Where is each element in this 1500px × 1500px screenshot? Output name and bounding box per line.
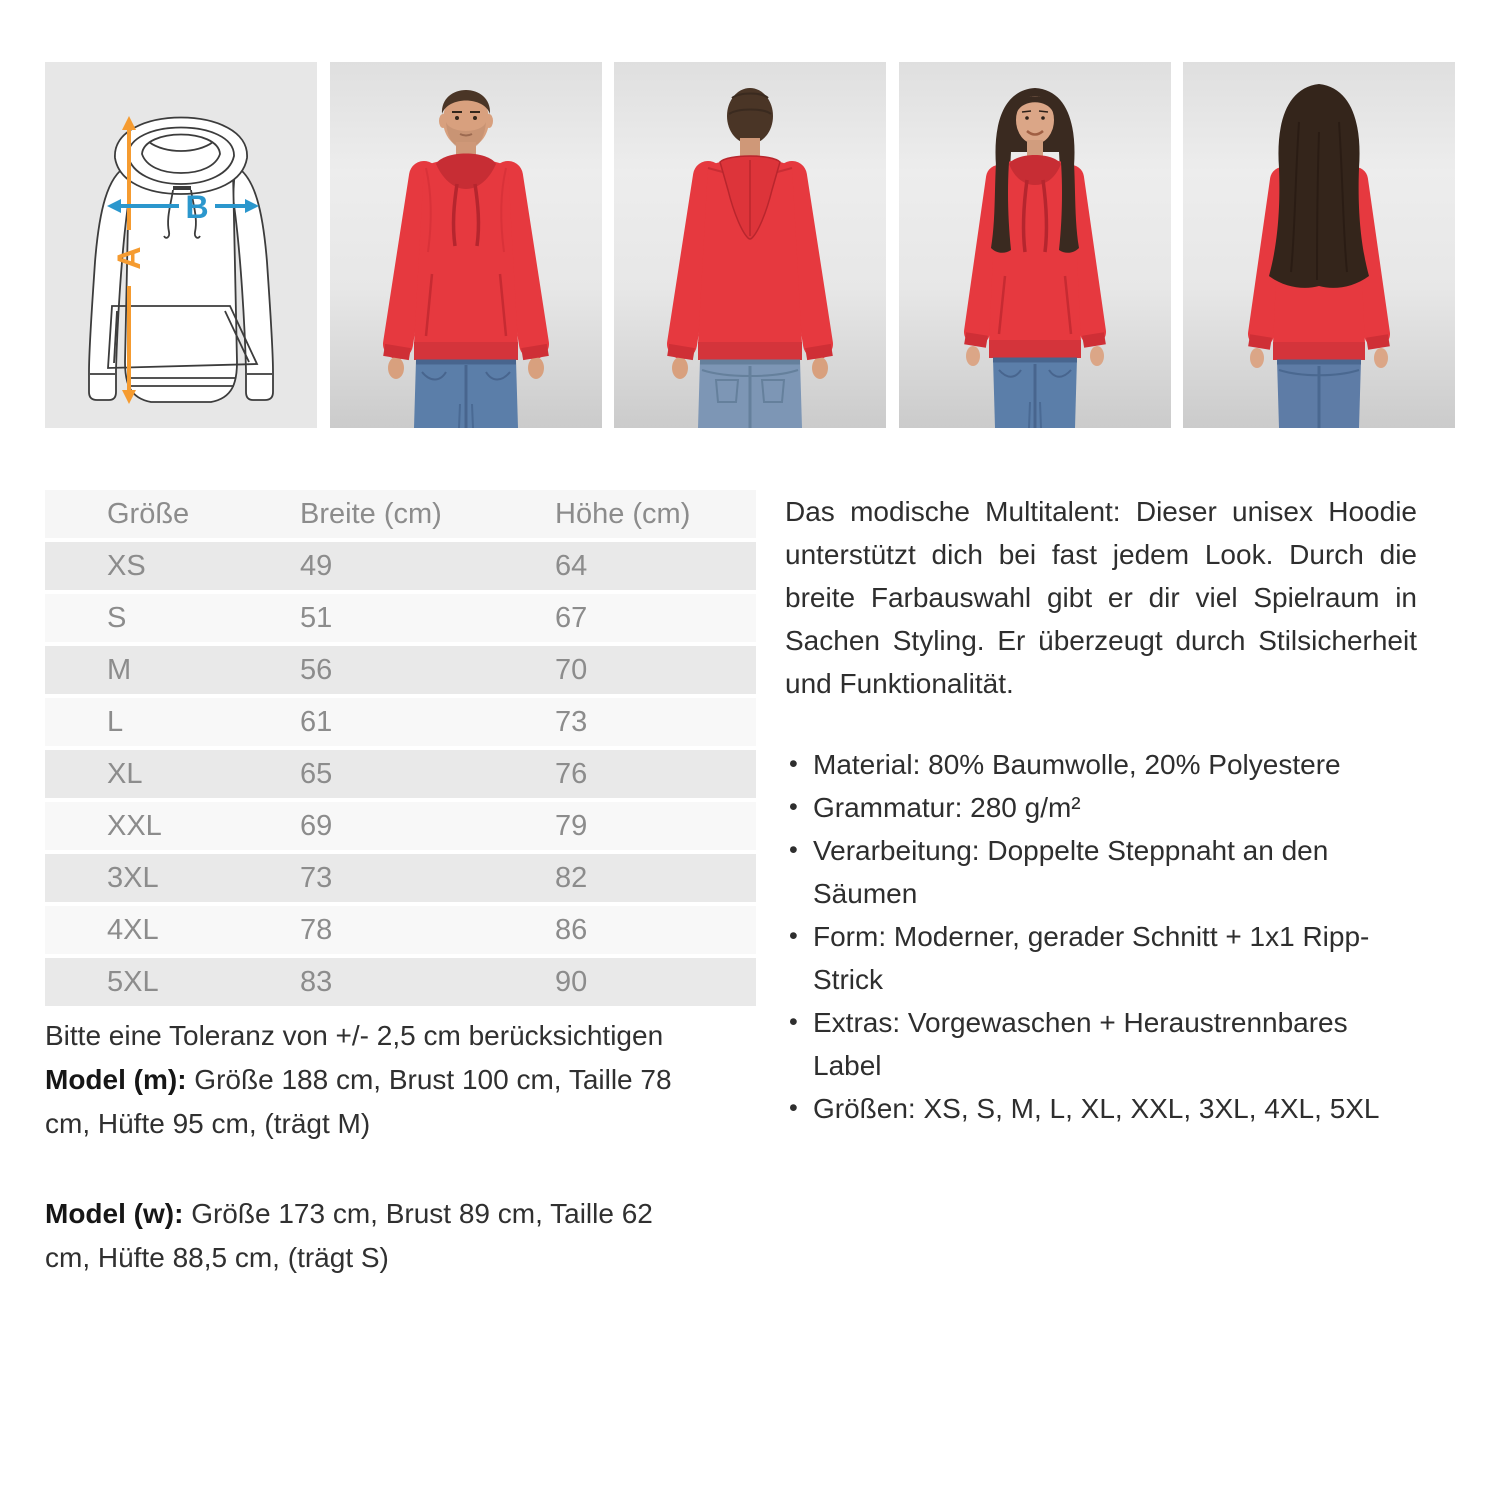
feature-grammatur: • Grammatur: 280 g/m² bbox=[785, 786, 1401, 829]
size-table-header bbox=[45, 490, 756, 538]
cell-hoehe: 64 bbox=[555, 549, 588, 582]
cell-hoehe: 90 bbox=[555, 965, 588, 998]
cell-hoehe: 79 bbox=[555, 809, 588, 842]
product-image-female-front[interactable] bbox=[899, 62, 1171, 428]
product-image-gallery bbox=[45, 62, 1455, 428]
product-image-female-back[interactable] bbox=[1183, 62, 1455, 428]
female-front-illustration bbox=[899, 62, 1171, 428]
cell-breite: 83 bbox=[300, 965, 333, 998]
size-table-row-3xl bbox=[45, 854, 756, 902]
model-m-label: Model (m): bbox=[45, 1064, 187, 1095]
cell-size: 4XL bbox=[107, 913, 159, 946]
size-table-row-4xl bbox=[45, 906, 756, 954]
hoodie-measurement-diagram bbox=[45, 62, 317, 428]
size-table bbox=[45, 490, 756, 1010]
cell-hoehe: 76 bbox=[555, 757, 588, 790]
cell-hoehe: 86 bbox=[555, 913, 588, 946]
size-table-row-xs bbox=[45, 542, 756, 590]
cell-hoehe: 67 bbox=[555, 601, 588, 634]
column-header-groesse: Größe bbox=[107, 497, 190, 530]
description-intro: Das modische Multitalent: Dieser unisex Hoodie unterstützt dich bei fast jedem Look. Durch die breite Farbauswahl gibt er dir viel Spielraum in Sachen Styling. Er überzeugt durch Stilsicherheit und Funktionalität. bbox=[785, 496, 1417, 699]
model-w-label: Model (w): bbox=[45, 1198, 184, 1229]
cell-breite: 61 bbox=[300, 705, 333, 738]
size-table-row-m bbox=[45, 646, 756, 694]
feature-extras: • Extras: Vorgewaschen + Heraustrennbares Label bbox=[785, 1001, 1401, 1087]
measurement-label-a: A bbox=[111, 246, 147, 270]
cell-size: 3XL bbox=[107, 861, 159, 894]
cell-breite: 49 bbox=[300, 549, 333, 582]
feature-material: • Material: 80% Baumwolle, 20% Polyestere bbox=[785, 743, 1401, 786]
cell-size: 5XL bbox=[107, 965, 159, 998]
size-table-row-5xl bbox=[45, 958, 756, 1006]
cell-breite: 78 bbox=[300, 913, 333, 946]
cell-breite: 51 bbox=[300, 601, 333, 634]
measurement-notes bbox=[45, 1014, 757, 1280]
size-table-row-xl bbox=[45, 750, 756, 798]
product-image-size-diagram[interactable] bbox=[45, 62, 317, 428]
product-image-male-back[interactable] bbox=[614, 62, 886, 428]
column-header-hoehe: Höhe (cm) bbox=[555, 497, 691, 530]
male-back-illustration bbox=[614, 62, 886, 428]
cell-breite: 56 bbox=[300, 653, 333, 686]
tolerance-note: Bitte eine Toleranz von +/- 2,5 cm berücksichtigen bbox=[45, 1020, 664, 1051]
model-m-line2: cm, Hüfte 95 cm, (trägt M) bbox=[45, 1108, 371, 1139]
cell-breite: 73 bbox=[300, 861, 333, 894]
cell-size: S bbox=[107, 601, 127, 634]
female-back-illustration bbox=[1183, 62, 1455, 428]
column-header-breite: Breite (cm) bbox=[300, 497, 442, 530]
feature-verarbeitung: • Verarbeitung: Doppelte Steppnaht an den Säumen bbox=[785, 829, 1401, 915]
model-w-note bbox=[45, 1192, 757, 1280]
cell-hoehe: 82 bbox=[555, 861, 588, 894]
cell-breite: 65 bbox=[300, 757, 333, 790]
model-w-line1: Größe 173 cm, Brust 89 cm, Taille 62 bbox=[183, 1198, 653, 1229]
cell-hoehe: 73 bbox=[555, 705, 588, 738]
product-description bbox=[785, 490, 1457, 1130]
cell-size: L bbox=[107, 705, 124, 738]
size-table-row-l bbox=[45, 698, 756, 746]
cell-size: XL bbox=[107, 757, 143, 790]
cell-size: XXL bbox=[107, 809, 162, 842]
model-w-line2: cm, Hüfte 88,5 cm, (trägt S) bbox=[45, 1242, 389, 1273]
model-m-line1: Größe 188 cm, Brust 100 cm, Taille 78 bbox=[186, 1064, 672, 1095]
male-front-illustration bbox=[330, 62, 602, 428]
feature-form: • Form: Moderner, gerader Schnitt + 1x1 Ripp-Strick bbox=[785, 915, 1401, 1001]
measurement-label-b: B bbox=[185, 189, 209, 225]
size-table-row-s bbox=[45, 594, 756, 642]
cell-hoehe: 70 bbox=[555, 653, 588, 686]
feature-groessen: • Größen: XS, S, M, L, XL, XXL, 3XL, 4XL, 5XL bbox=[785, 1087, 1401, 1130]
model-m-note bbox=[45, 1058, 757, 1146]
cell-size: XS bbox=[107, 549, 146, 582]
cell-breite: 69 bbox=[300, 809, 333, 842]
size-table-row-xxl bbox=[45, 802, 756, 850]
feature-list bbox=[785, 743, 1401, 1130]
product-image-male-front[interactable] bbox=[330, 62, 602, 428]
cell-size: M bbox=[107, 653, 132, 686]
